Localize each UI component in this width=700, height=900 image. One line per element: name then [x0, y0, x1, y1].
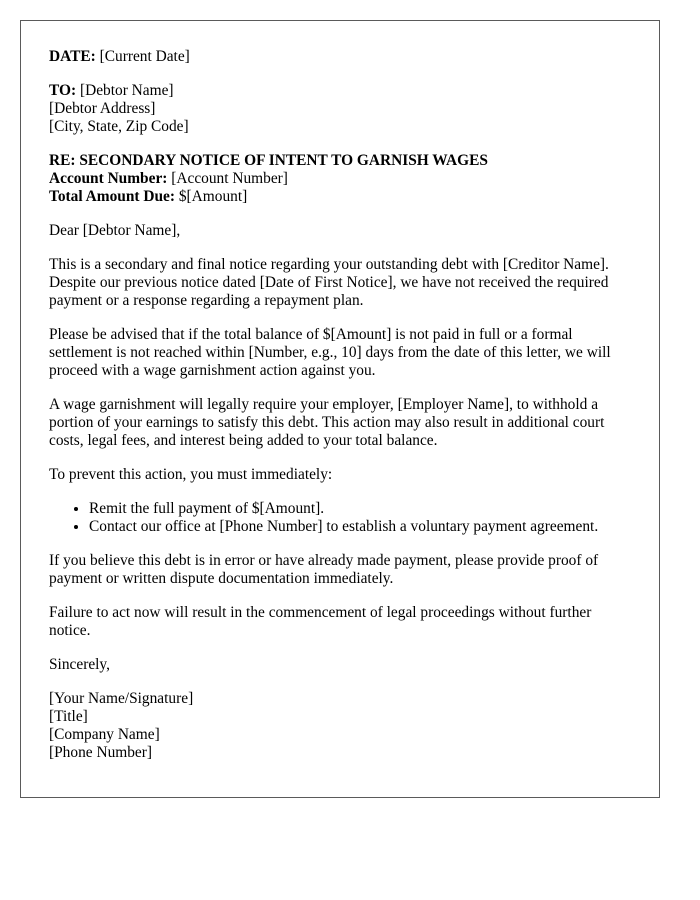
required-actions-list [49, 500, 631, 536]
date-line [49, 48, 631, 66]
body-paragraph-5: Failure to act now will result in the commencement of legal proceedings without further notice. [49, 604, 592, 639]
recipient-block [49, 82, 631, 136]
body-paragraph-2: Please be advised that if the total balance of $[Amount] is not paid in full or a formal settlement is not reached within [Number, e.g., 10] days from the date of this letter, we will proceed with a wage garnishment action against you. [49, 326, 611, 379]
total-amount-value: $[Amount] [178, 188, 248, 205]
to-value: [Debtor Name] [79, 82, 174, 99]
signer-title: [Title] [49, 708, 88, 725]
total-amount-line [49, 188, 631, 206]
account-number-label: Account Number: [49, 170, 168, 187]
address-line-1: [Debtor Address] [49, 100, 156, 117]
to-line [49, 82, 631, 100]
signer-company: [Company Name] [49, 726, 160, 743]
letter-document [20, 20, 660, 798]
body-paragraph-4: If you believe this debt is in error or have already made payment, please provide proof of payment or written dispute documentation immediately. [49, 552, 599, 587]
prevent-intro: To prevent this action, you must immediately: [49, 466, 333, 483]
sign-off: Sincerely, [49, 656, 110, 673]
total-amount-label: Total Amount Due: [49, 188, 175, 205]
account-number-value: [Account Number] [171, 170, 288, 187]
list-item: • Remit the full payment of $[Amount]. [89, 500, 631, 518]
address-line-2: [City, State, Zip Code] [49, 118, 189, 135]
salutation: Dear [Debtor Name], [49, 222, 181, 239]
date-value: [Current Date] [99, 48, 190, 65]
body-paragraph-3: A wage garnishment will legally require your employer, [Employer Name], to withhold a portion of your earnings to satisfy this debt. This action may also result in additional court costs, legal fees, and interest being added to your total balance. [49, 396, 605, 449]
to-label: TO: [49, 82, 77, 99]
signature-block [49, 690, 631, 762]
re-line: RE: SECONDARY NOTICE OF INTENT TO GARNISH WAGES [49, 152, 488, 169]
signer-name: [Your Name/Signature] [49, 690, 194, 707]
account-number-line [49, 170, 631, 188]
body-paragraph-1: This is a secondary and final notice regarding your outstanding debt with [Creditor Name]. Despite our previous notice dated [Date of First Notice], we have not received the required payment or a response regarding a repayment plan. [49, 256, 609, 309]
signer-phone: [Phone Number] [49, 744, 153, 761]
subject-block [49, 152, 631, 206]
list-item: • Contact our office at [Phone Number] to establish a voluntary payment agreement. [89, 518, 631, 536]
date-label: DATE: [49, 48, 96, 65]
